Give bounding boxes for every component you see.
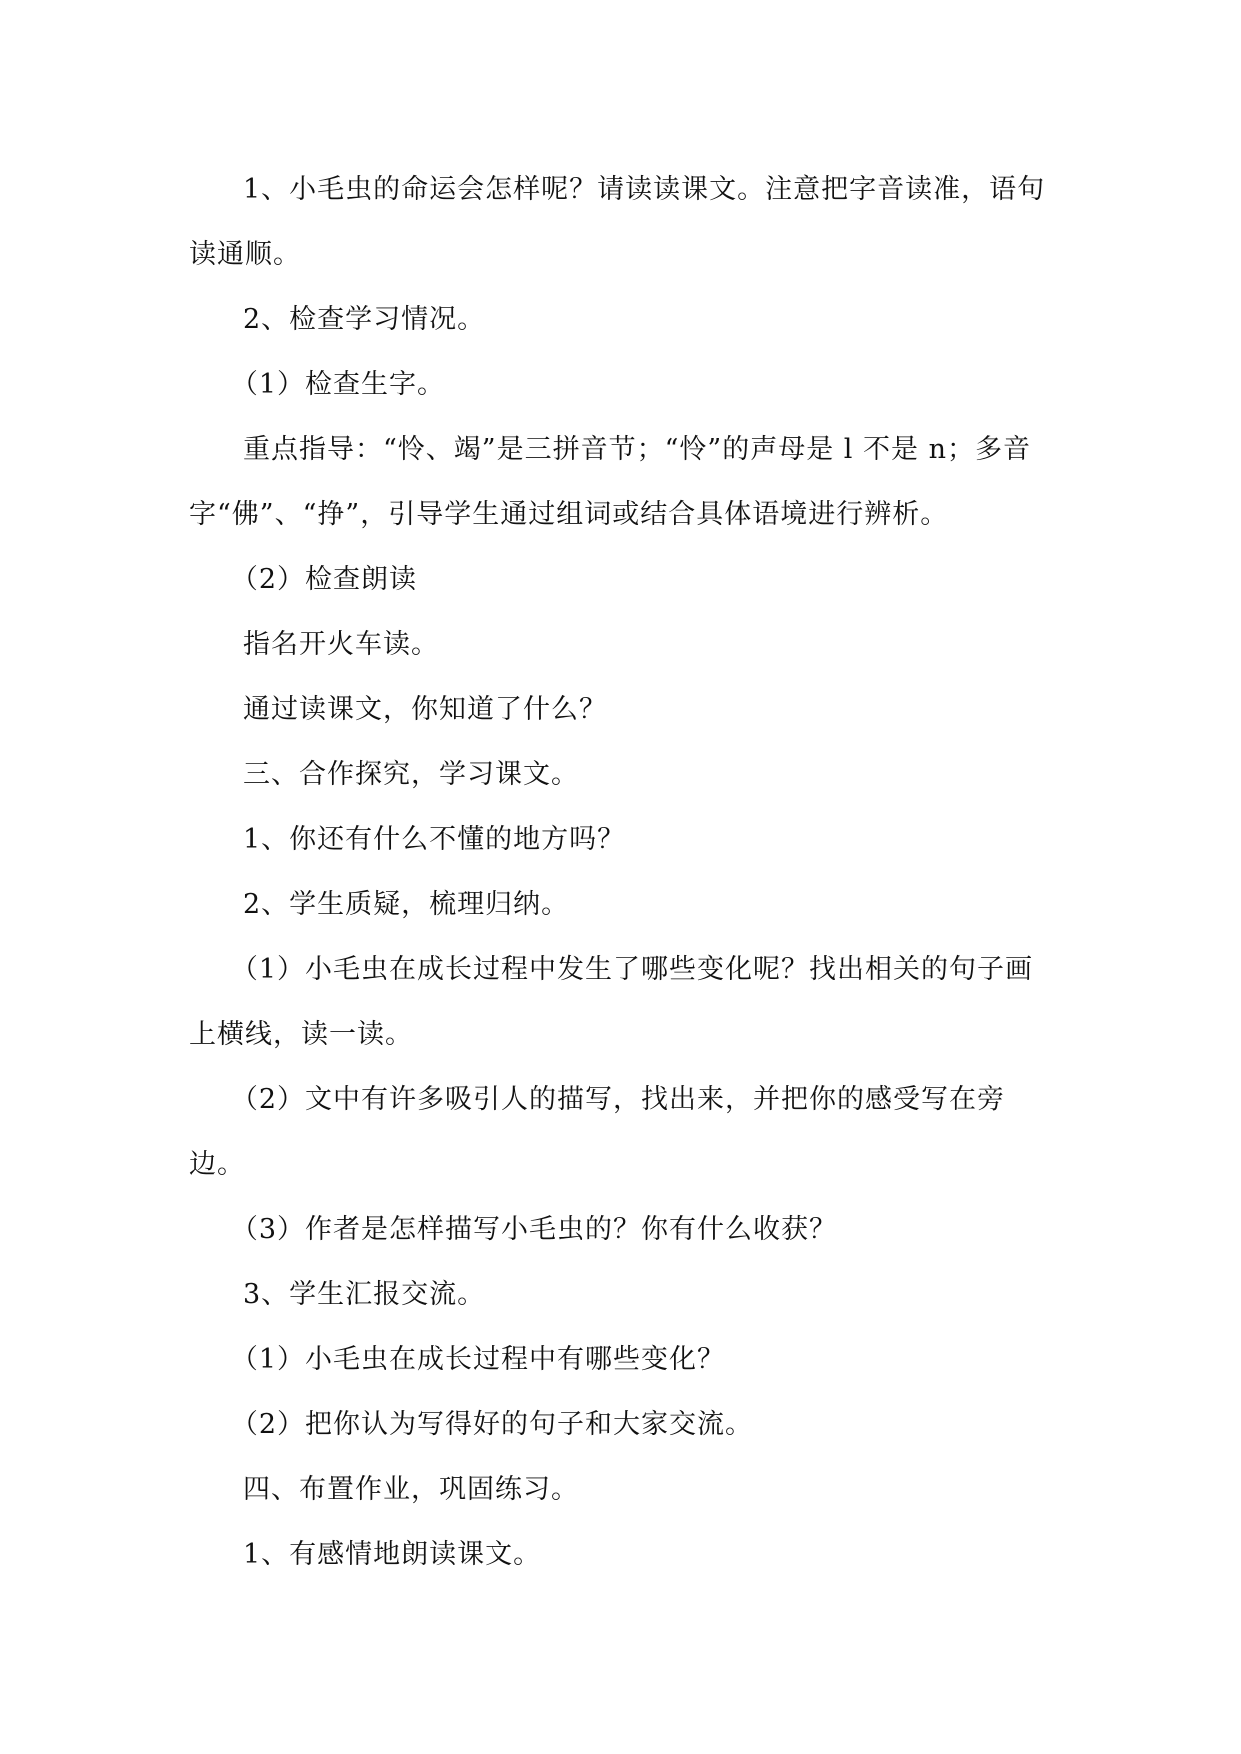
paragraph: 2、学生质疑，梳理归纳。 [243,889,570,920]
paragraph: 2、检查学习情况。 [243,304,486,335]
paragraph: 四、布置作业，巩固练习。 [243,1474,579,1505]
paragraph: 1、你还有什么不懂的地方吗？ [243,824,626,855]
paragraph: 3、学生汇报交流。 [243,1279,486,1310]
paragraph: 通过读课文，你知道了什么？ [243,694,607,725]
paragraph: （1）小毛虫在成长过程中有哪些变化？ [230,1344,726,1375]
document-body [189,157,1059,1587]
paragraph: （2）文中有许多吸引人的描写，找出来，并把你的感受写在旁边。 [189,1084,1006,1180]
paragraph: （1）检查生字。 [230,369,446,400]
paragraph: （2）检查朗读 [230,564,418,595]
paragraph: 1、有感情地朗读课文。 [243,1539,542,1570]
paragraph: 重点指导：“怜、竭”是三拼音节；“怜”的声母是 l 不是 n；多音字“佛”、“挣”，引导学生通过组词或结合具体语境进行辨析。 [189,434,1031,530]
paragraph: 1、小毛虫的命运会怎样呢？请读读课文。注意把字音读准，语句读通顺。 [189,174,1046,270]
paragraph: 指名开火车读。 [243,629,439,660]
paragraph: （1）小毛虫在成长过程中发生了哪些变化呢？找出相关的句子画上横线，读一读。 [189,954,1034,1050]
paragraph: （3）作者是怎样描写小毛虫的？你有什么收获？ [230,1214,838,1245]
paragraph: （2）把你认为写得好的句子和大家交流。 [230,1409,754,1440]
paragraph: 三、合作探究，学习课文。 [243,759,579,790]
